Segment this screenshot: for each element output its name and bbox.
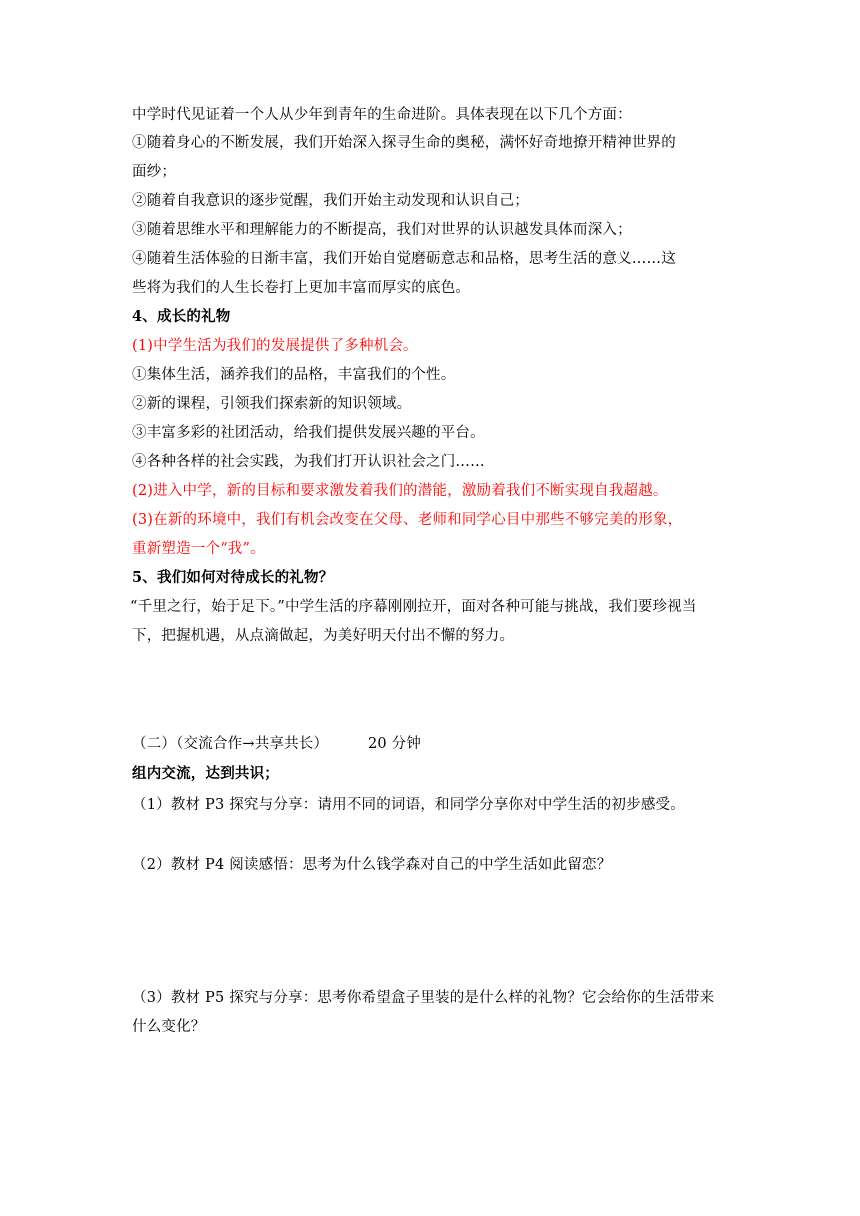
question-1: （1）教材 P3 探究与分享：请用不同的词语，和同学分享你对中学生活的初步感受。	[132, 797, 685, 813]
question-3a: （3）教材 P5 探究与分享：思考你希望盒子里装的是什么样的礼物？它会给你的生活带来	[132, 990, 715, 1006]
section4-heading: 4、成长的礼物	[132, 308, 231, 325]
section5-heading: 5、我们如何对待成长的礼物？	[132, 569, 334, 586]
section4-point-2: (2)进入中学，新的目标和要求激发着我们的潜能，激励着我们不断实现自我超越。	[132, 483, 668, 499]
section4-sub-1: ①集体生活，涵养我们的品格，丰富我们的个性。	[132, 367, 456, 383]
exchange-title: （二）（交流合作→共享共长）	[132, 736, 329, 752]
intro-item-4b: 些将为我们的人生长卷打上更加丰富而厚实的底色。	[132, 280, 471, 296]
section4-point-3a: (3)在新的环境中，我们有机会改变在父母、老师和同学心目中那些不够完美的形象，	[132, 512, 683, 528]
section4-point-1: (1)中学生活为我们的发展提供了多种机会。	[132, 338, 418, 354]
section5-body-b: 下，把握机遇，从点滴做起，为美好明天付出不懈的努力。	[132, 628, 515, 644]
question-3b: 什么变化？	[132, 1019, 206, 1035]
section5-body-a: “千里之行，始于足下。”中学生活的序幕刚刚拉开，面对各种可能与挑战，我们要珍视当	[130, 599, 697, 615]
intro-item-1b: 面纱；	[132, 164, 177, 180]
exchange-subtitle: 组内交流，达到共识；	[132, 765, 279, 782]
question-2: （2）教材 P4 阅读感悟：思考为什么钱学森对自己的中学生活如此留恋？	[132, 857, 612, 873]
intro-item-4a: ④随着生活体验的日渐丰富，我们开始自觉磨砺意志和品格，思考生活的意义……这	[132, 251, 676, 267]
section4-sub-3: ③丰富多彩的社团活动，给我们提供发展兴趣的平台。	[132, 425, 485, 441]
intro-item-2: ②随着自我意识的逐步觉醒，我们开始主动发现和认识自己；	[132, 193, 529, 209]
exchange-duration: 20 分钟	[368, 736, 422, 752]
section4-sub-4: ④各种各样的社会实践，为我们打开认识社会之门……	[132, 454, 485, 470]
section4-point-3b: 重新塑造一个“我”。	[132, 541, 265, 557]
intro-item-1a: ①随着身心的不断发展，我们开始深入探寻生命的奥秘，满怀好奇地撩开精神世界的	[132, 135, 676, 151]
section4-sub-2: ②新的课程，引领我们探索新的知识领域。	[132, 396, 412, 412]
intro-item-3: ③随着思维水平和理解能力的不断提高，我们对世界的认识越发具体而深入；	[132, 222, 632, 238]
intro-line: 中学时代见证着一个人从少年到青年的生命进阶。具体表现在以下几个方面：	[132, 107, 632, 123]
